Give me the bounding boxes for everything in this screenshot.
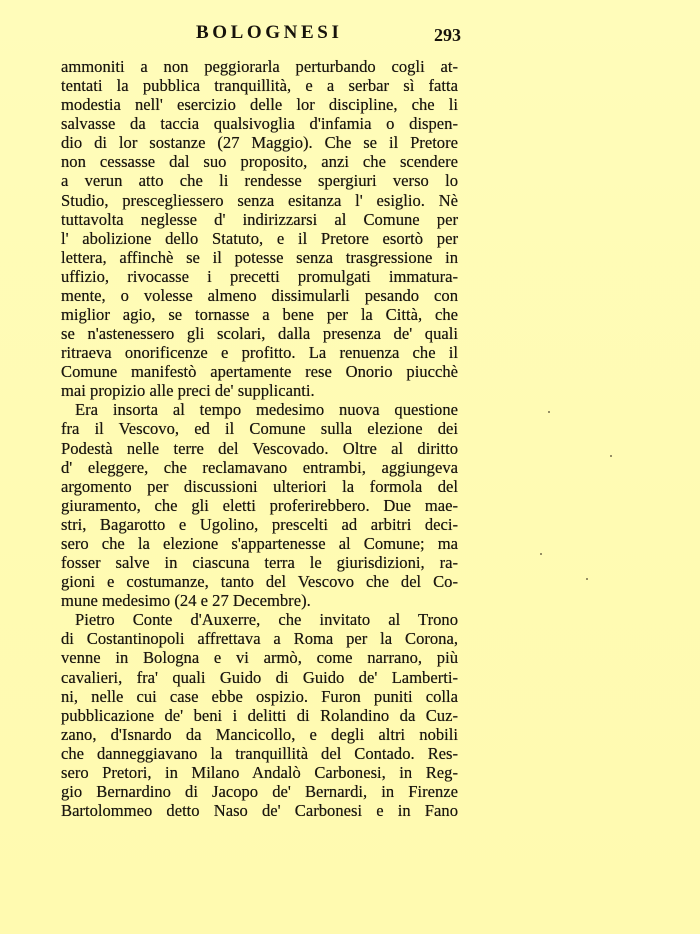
text-line: ammoniti a non peggiorarla perturbando cogli at- (61, 57, 458, 76)
text-line: zano, d'Isnardo da Mancicollo, e degli altri nobili (61, 724, 458, 744)
text-line: pubblicazione de' beni i delitti di Rolandino da Cuz- (61, 705, 458, 725)
text-line: sero Pretori, in Milano Andalò Carbonesi, in Reg- (61, 762, 458, 782)
text-line: venne in Bologna e vi armò, come narrano, più (61, 648, 458, 668)
text-line: tuttavolta neglesse d' indirizzarsi al Comune per (61, 209, 458, 229)
text-line: gioni e costumanze, tanto del Vescovo che del Co- (61, 572, 458, 592)
text-line: Studio, prescegliessero senza esitanza l' esiglio. Nè (61, 190, 458, 210)
text-line: sero che la elezione s'appartenesse al Comune; ma (61, 533, 458, 553)
text-line: gio Bernardino di Jacopo de' Bernardi, in Firenze (61, 781, 458, 801)
text-line: Comune manifestò apertamente rese Onorio piucchè (61, 362, 458, 382)
paper-speck (586, 578, 588, 580)
running-title: BOLOGNESI (196, 22, 343, 43)
text-line: argomento per discussioni ulteriori la formola del (61, 476, 458, 496)
text-line: l' abolizione dello Statuto, e il Pretore esortò per (61, 228, 458, 248)
text-line: ni, nelle cui case ebbe ospizio. Furon puniti colla (61, 686, 458, 706)
text-line: miglior agio, se tornasse a bene per la Città, che (61, 305, 458, 325)
paragraph-start-line: Era insorta al tempo medesimo nuova questione (75, 400, 458, 420)
paper-speck (610, 455, 612, 457)
text-line: di Costantinopoli affrettava a Roma per la Corona, (61, 629, 458, 649)
page-number: 293 (434, 25, 461, 45)
text-line: Podestà nelle terre del Vescovado. Oltre al diritto (61, 438, 458, 458)
body-text (61, 57, 458, 820)
text-line: mai propizio alle preci de' supplicanti. (61, 381, 315, 401)
text-line: fosser salve in ciascuna terra le giurisdizioni, ra- (61, 553, 458, 573)
text-line: modestia nell' esercizio delle lor discipline, che li (61, 95, 458, 115)
text-line: lettera, affinchè se il potesse senza trasgressione in (61, 247, 458, 267)
text-line: ritraeva onorificenze e profitto. La renuenza che il (61, 343, 458, 363)
text-line: dio di lor sostanze (27 Maggio). Che se il Pretore (61, 133, 458, 153)
text-line: che danneggiavano la tranquillità del Contado. Res- (61, 743, 458, 763)
text-line: mente, o volesse almeno dissimularli pesando con (61, 285, 458, 305)
text-line: mune medesimo (24 e 27 Decembre). (61, 591, 311, 611)
text-line: Bartolommeo detto Naso de' Carbonesi e in Fano (61, 801, 458, 821)
text-line: a verun atto che li rendesse spergiuri verso lo (61, 171, 458, 191)
text-line: tentati la pubblica tranquillità, e a serbar sì fatta (61, 76, 458, 96)
text-line: non cessasse dal suo proposito, anzi che scendere (61, 152, 458, 172)
paper-speck (540, 553, 542, 555)
text-line: d' eleggere, che reclamavano entrambi, aggiungeva (61, 457, 458, 477)
text-line: stri, Bagarotto e Ugolino, prescelti ad arbitri deci- (61, 514, 458, 534)
text-line: fra il Vescovo, ed il Comune sulla elezione dei (61, 419, 458, 439)
text-line: se n'astenessero gli scolari, dalla presenza de' quali (61, 324, 458, 344)
text-line: giuramento, che gli eletti proferirebbero. Due mae- (61, 495, 458, 515)
text-line: cavalieri, fra' quali Guido di Guido de' Lamberti- (61, 667, 458, 687)
running-head (0, 22, 700, 52)
text-line: uffizio, rivocasse i precetti promulgati immatura- (61, 266, 458, 286)
paragraph-start-line: Pietro Conte d'Auxerre, che invitato al Trono (75, 610, 458, 630)
paper-speck (548, 411, 550, 413)
text-line: salvasse da taccia qualsivoglia d'infamia o dispen- (61, 114, 458, 134)
